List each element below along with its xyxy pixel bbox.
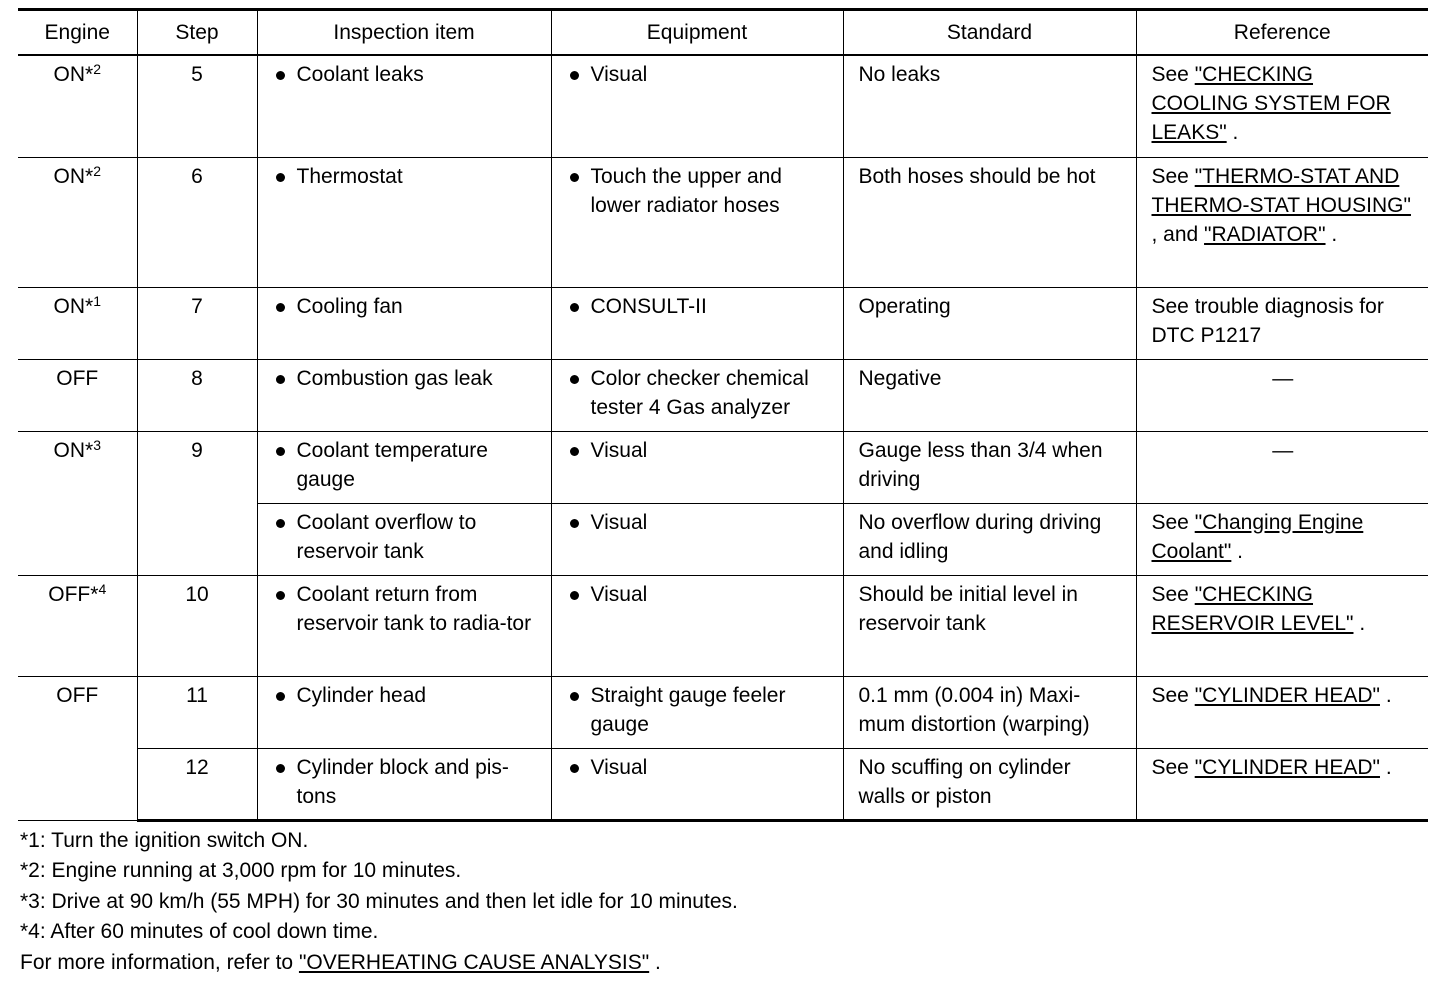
- reference-prefix: See: [1151, 755, 1195, 779]
- standard-cell: No leaks: [843, 55, 1136, 157]
- engine-cell: [18, 157, 137, 287]
- step-cell: 5: [137, 55, 257, 157]
- reference-prefix: See: [1151, 164, 1195, 188]
- table-row: [18, 431, 1428, 503]
- reference-cell: [1136, 359, 1428, 431]
- equipment-item: Touch the upper and lower radiator hoses: [567, 162, 829, 220]
- footnote-ref: 1: [93, 292, 101, 309]
- overheating-analysis-link[interactable]: "OVERHEATING CAUSE ANALYSIS": [298, 950, 650, 974]
- inspection-item-cell: [257, 55, 551, 157]
- reference-cell: See trouble diagnosis for DTC P1217: [1136, 287, 1428, 359]
- table-row: [18, 359, 1428, 431]
- table-row: [18, 676, 1428, 748]
- reference-suffix: .: [1325, 222, 1338, 246]
- standard-cell: Operating: [843, 287, 1136, 359]
- footnote: *4: After 60 minutes of cool down time.: [20, 920, 379, 943]
- inspection-item: Cooling fan: [273, 292, 537, 321]
- footnote-ref: 2: [93, 61, 101, 77]
- standard-cell: Should be initial level in reservoir tank: [843, 575, 1136, 676]
- table-row: [18, 748, 1428, 820]
- reference-cell: [1136, 503, 1428, 575]
- engine-state: OFF*: [48, 582, 99, 606]
- table-row: [18, 287, 1428, 359]
- inspection-item: Cylinder head: [273, 681, 537, 710]
- inspection-item: Coolant overflow to reservoir tank: [273, 508, 537, 566]
- reference-prefix: See: [1151, 582, 1195, 606]
- equipment-item: Visual: [567, 580, 829, 609]
- reference-cell: [1136, 157, 1428, 287]
- step-cell: 9: [137, 431, 257, 575]
- inspection-item-cell: [257, 575, 551, 676]
- engine-cell: [18, 359, 137, 431]
- header-inspection-item: Inspection item: [257, 10, 551, 56]
- footnote: *3: Drive at 90 km/h (55 MPH) for 30 minutes and then let idle for 10 minutes.: [20, 889, 738, 913]
- equipment-item: Visual: [567, 60, 829, 89]
- engine-state: ON*: [53, 294, 94, 318]
- step-cell: 6: [137, 157, 257, 287]
- table-header-row: [18, 10, 1428, 56]
- engine-cell: [18, 575, 137, 676]
- engine-state: OFF: [56, 683, 99, 707]
- equipment-item: Visual: [567, 436, 829, 465]
- header-standard: Standard: [843, 10, 1136, 56]
- equipment-cell: [551, 157, 843, 287]
- header-reference: Reference: [1136, 10, 1428, 56]
- engine-cell: [18, 431, 137, 575]
- reference-link[interactable]: "Changing Engine Coolant": [1151, 510, 1364, 563]
- standard-cell: 0.1 mm (0.004 in) Maxi-mum distortion (warping): [843, 676, 1136, 748]
- equipment-cell: [551, 503, 843, 575]
- step-cell: 12: [137, 748, 257, 820]
- reference-suffix: .: [1379, 755, 1392, 779]
- standard-cell: Gauge less than 3/4 when driving: [843, 431, 1136, 503]
- reference-cell: [1136, 748, 1428, 820]
- step-cell: 7: [137, 287, 257, 359]
- equipment-item: Visual: [567, 508, 829, 537]
- reference-suffix: .: [1231, 539, 1244, 563]
- inspection-item-cell: [257, 431, 551, 503]
- inspection-item: Coolant return from reservoir tank to radia-tor: [273, 580, 537, 638]
- engine-cell: [18, 287, 137, 359]
- equipment-cell: [551, 55, 843, 157]
- reference-cell: [1136, 55, 1428, 157]
- reference-link[interactable]: "THERMO-STAT AND THERMO-STAT HOUSING": [1151, 164, 1411, 217]
- inspection-item-cell: [257, 503, 551, 575]
- footnote: *2: Engine running at 3,000 rpm for 10 minutes.: [20, 859, 462, 882]
- engine-state: ON*: [53, 164, 94, 188]
- footnote: *1: Turn the ignition switch ON.: [20, 828, 309, 852]
- inspection-document: [18, 8, 1430, 978]
- standard-cell: No scuffing on cylinder walls or piston: [843, 748, 1136, 820]
- engine-state: OFF: [56, 366, 99, 390]
- inspection-item-cell: [257, 676, 551, 748]
- equipment-cell: [551, 748, 843, 820]
- reference-link[interactable]: "RADIATOR": [1204, 222, 1326, 246]
- inspection-item-cell: [257, 359, 551, 431]
- reference-prefix: See: [1151, 510, 1195, 534]
- step-cell: 10: [137, 575, 257, 676]
- reference-link[interactable]: "CYLINDER HEAD": [1194, 755, 1380, 779]
- reference-suffix: .: [1379, 683, 1392, 707]
- more-info-suffix: .: [649, 950, 661, 974]
- inspection-item: Cylinder block and pis-tons: [273, 753, 537, 811]
- footnote-ref: 2: [93, 162, 101, 179]
- inspection-item: Coolant leaks: [273, 60, 537, 89]
- equipment-cell: [551, 359, 843, 431]
- reference-link[interactable]: "CYLINDER HEAD": [1194, 683, 1380, 707]
- engine-cell: [18, 55, 137, 157]
- reference-dash: —: [1272, 438, 1294, 462]
- equipment-cell: [551, 676, 843, 748]
- reference-dash: —: [1272, 366, 1294, 390]
- step-cell: 11: [137, 676, 257, 748]
- reference-prefix: See: [1151, 683, 1195, 707]
- inspection-item-cell: [257, 748, 551, 820]
- equipment-item: CONSULT-II: [567, 292, 829, 321]
- header-equipment: Equipment: [551, 10, 843, 56]
- equipment-cell: [551, 431, 843, 503]
- footnote-ref: 3: [93, 436, 101, 453]
- standard-cell: Both hoses should be hot: [843, 157, 1136, 287]
- standard-cell: No overflow during driving and idling: [843, 503, 1136, 575]
- engine-cell: [18, 676, 137, 820]
- reference-cell: [1136, 676, 1428, 748]
- more-info-line: [20, 948, 1430, 979]
- equipment-item: Color checker chemical tester 4 Gas analyzer: [567, 364, 829, 422]
- footnotes: [18, 826, 1430, 979]
- reference-cell: [1136, 575, 1428, 676]
- footnote-ref: 4: [98, 580, 107, 597]
- inspection-item: Combustion gas leak: [273, 364, 537, 393]
- table-row: [18, 157, 1428, 287]
- reference-cell: [1136, 431, 1428, 503]
- reference-link[interactable]: "CHECKING RESERVOIR LEVEL": [1151, 582, 1354, 635]
- equipment-cell: [551, 287, 843, 359]
- inspection-item-cell: [257, 157, 551, 287]
- table-row: [18, 55, 1428, 157]
- reference-prefix: See: [1151, 63, 1195, 86]
- inspection-table: [18, 8, 1428, 822]
- step-cell: 8: [137, 359, 257, 431]
- equipment-item: Straight gauge feeler gauge: [567, 681, 829, 739]
- reference-link[interactable]: "CHECKING COOLING SYSTEM FOR LEAKS": [1151, 63, 1391, 144]
- engine-state: ON*: [53, 63, 94, 86]
- inspection-item: Coolant temperature gauge: [273, 436, 537, 494]
- table-row: [18, 575, 1428, 676]
- reference-middle: , and: [1151, 222, 1205, 246]
- reference-suffix: .: [1226, 121, 1239, 144]
- inspection-item-cell: [257, 287, 551, 359]
- header-engine: Engine: [18, 10, 137, 56]
- header-step: Step: [137, 10, 257, 56]
- reference-suffix: .: [1353, 611, 1366, 635]
- equipment-item: Visual: [567, 753, 829, 782]
- inspection-item: Thermostat: [273, 162, 537, 191]
- standard-cell: Negative: [843, 359, 1136, 431]
- equipment-cell: [551, 575, 843, 676]
- more-info-prefix: For more information, refer to: [20, 950, 299, 974]
- engine-state: ON*: [53, 438, 94, 462]
